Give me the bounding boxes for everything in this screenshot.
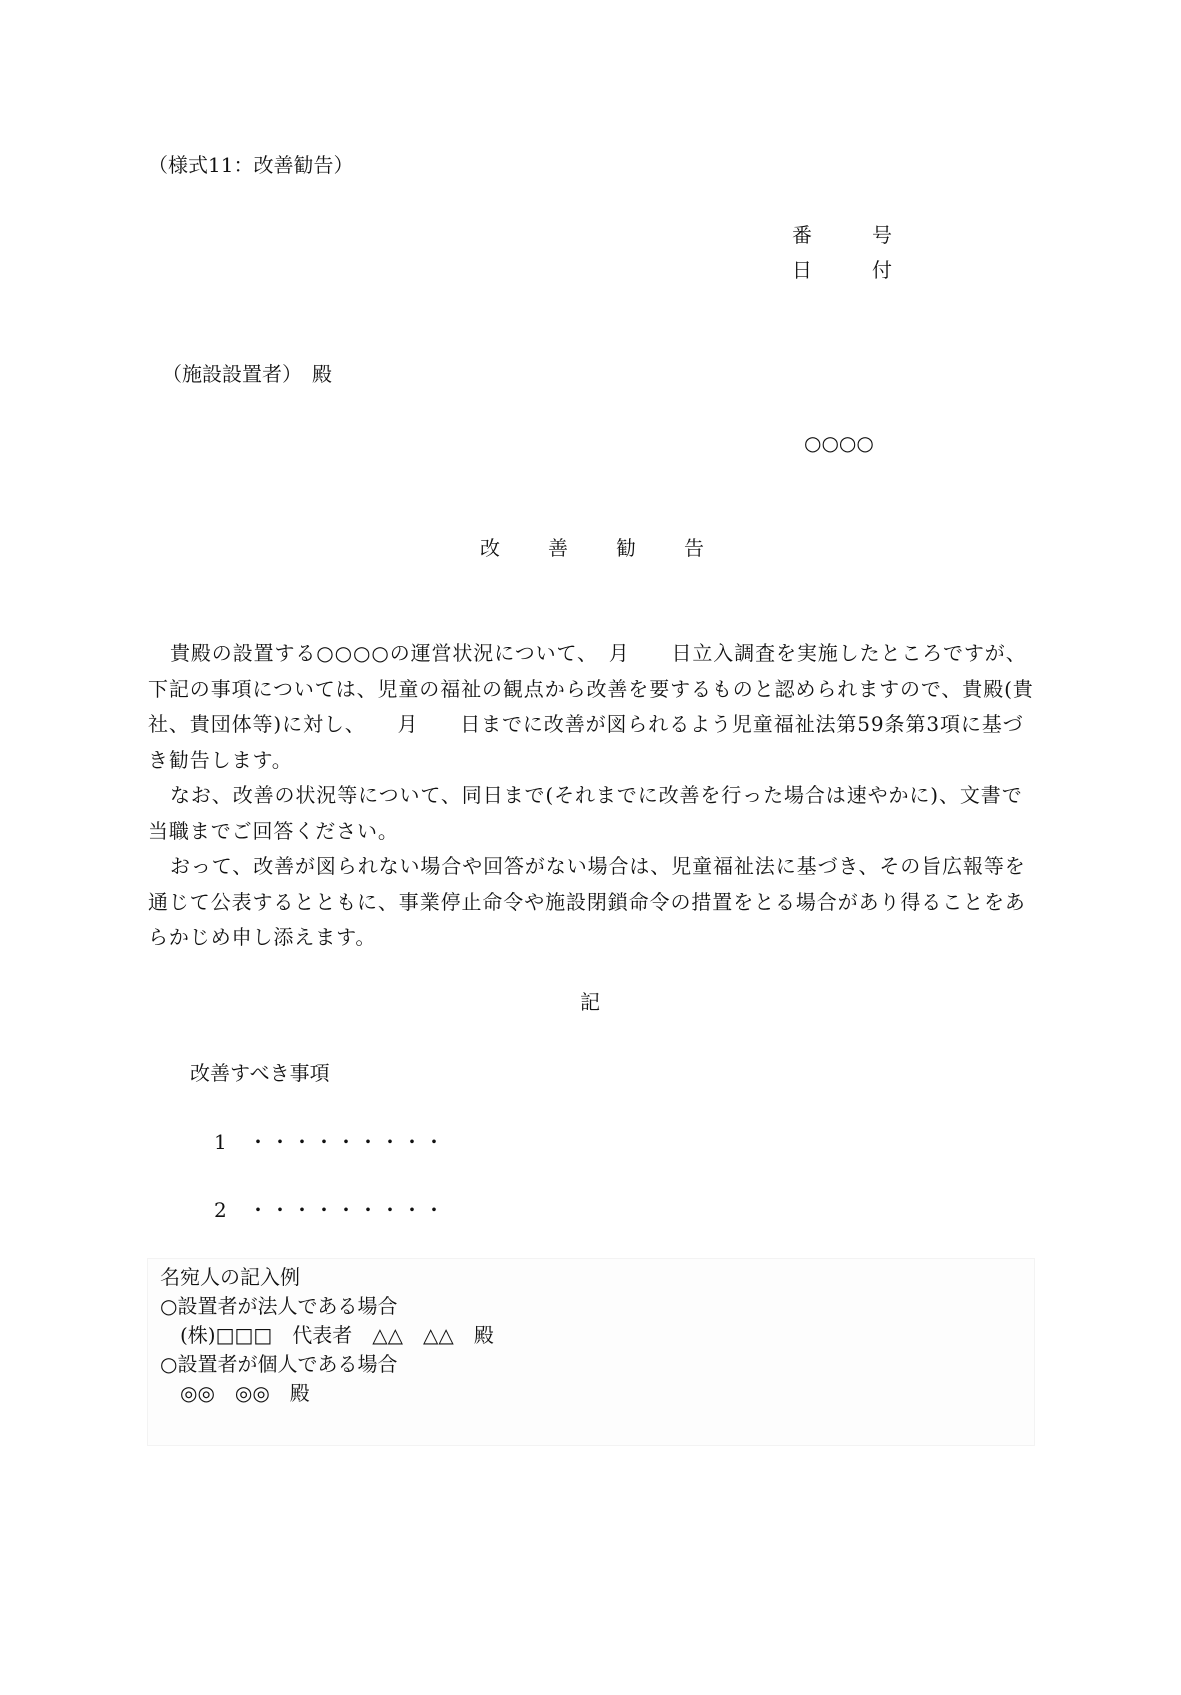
- addressee: （施設設置者） 殿: [162, 362, 332, 386]
- ki-heading: 記: [580, 990, 600, 1014]
- example-individual-case: ○設置者が個人である場合: [160, 1352, 398, 1376]
- issuer-name: ○○○○: [804, 431, 874, 455]
- body-text: [148, 636, 1038, 956]
- example-corp-case: ○設置者が法人である場合: [160, 1294, 398, 1318]
- example-individual-example: ◎◎ ◎◎ 殿: [160, 1381, 310, 1405]
- body-paragraph: なお、改善の状況等について、同日まで(それまでに改善を行った場合は速やかに)、文書で当職までご回答ください。: [148, 783, 1023, 843]
- item-text: ・・・・・・・・・: [248, 1198, 446, 1222]
- date-label: 日 付: [792, 258, 892, 282]
- items-heading: 改善すべき事項: [190, 1061, 330, 1085]
- item-number: 2: [214, 1198, 227, 1222]
- document-title: 改善勧告: [480, 536, 752, 560]
- number-label: 番 号: [792, 223, 892, 247]
- body-paragraph: 貴殿の設置する○○○○の運営状況について、 月 日立入調査を実施したところですが、下記の事項については、児童の福祉の観点から改善を要するものと認められますので、貴殿(貴社、貴団体等)に対し、 月 日までに改善が図られるよう児童福祉法第59条第3項に基づき勧告します。: [148, 641, 1034, 772]
- example-corp-example: (株)□□□ 代表者 △△ △△ 殿: [160, 1323, 494, 1347]
- body-paragraph: おって、改善が図られない場合や回答がない場合は、児童福祉法に基づき、その旨広報等を通じて公表するとともに、事業停止命令や施設閉鎖命令の措置をとる場合があり得ることをあらかじめ申し添えます。: [148, 854, 1026, 949]
- form-label: （様式11：改善勧告）: [148, 153, 354, 177]
- item-text: ・・・・・・・・・: [248, 1130, 446, 1154]
- item-number: 1: [214, 1130, 227, 1154]
- example-heading: 名宛人の記入例: [160, 1265, 300, 1289]
